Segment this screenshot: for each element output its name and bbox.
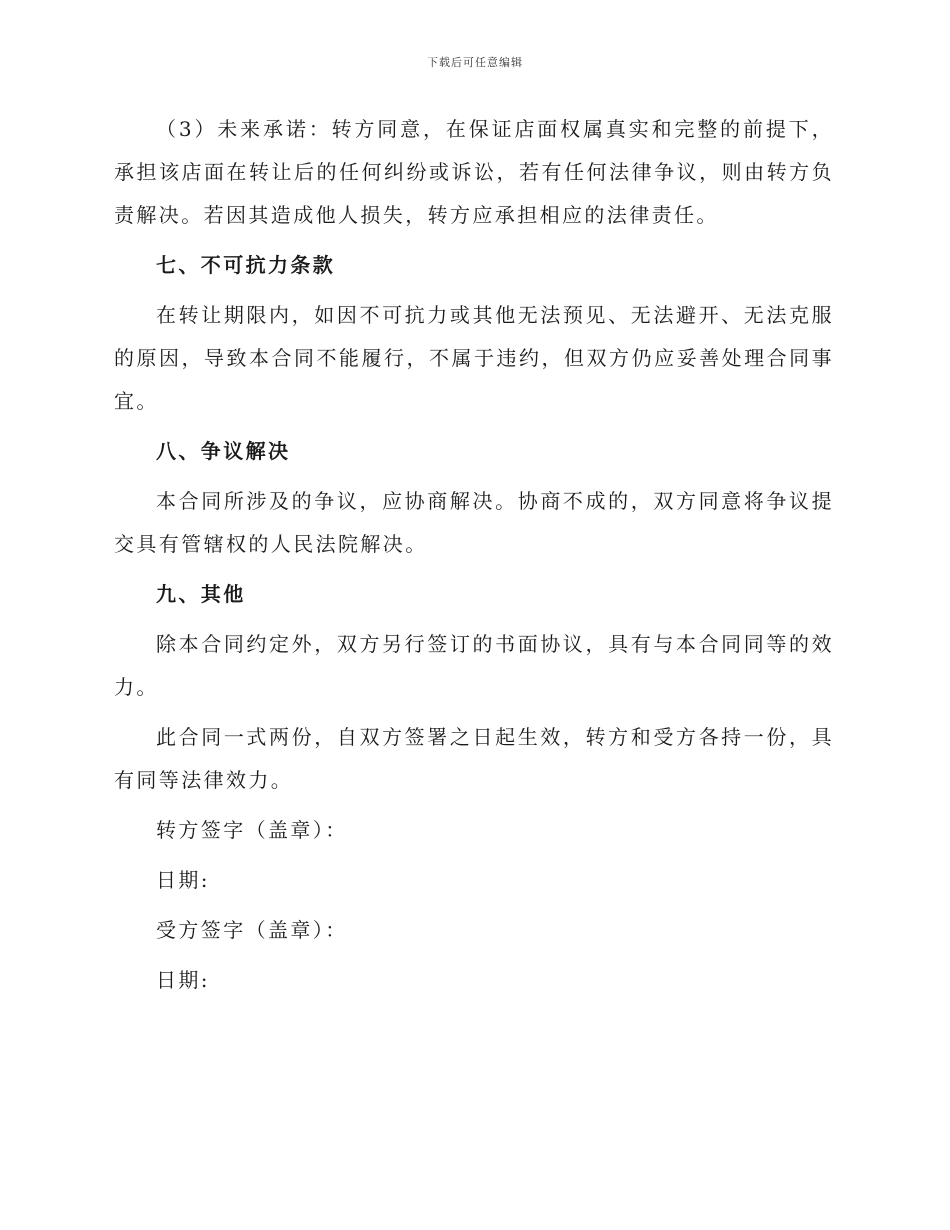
force-majeure-paragraph: 在转让期限内，如因不可抗力或其他无法预见、无法避开、无法克服的原因，导致本合同不能履行，不属于违约，但双方仍应妥善处理合同事宜。	[114, 303, 834, 413]
force-majeure-heading: 七、不可抗力条款	[156, 253, 336, 277]
transferor-signature-label: 转方签字（盖章）：	[156, 818, 348, 842]
transferee-date-label: 日期:	[156, 968, 210, 992]
dispute-heading: 八、争议解决	[156, 439, 291, 463]
commitment-paragraph: （3）未来承诺：转方同意，在保证店面权属真实和完整的前提下，承担该店面在转让后的任何纠纷或诉讼，若有任何法律争议，则由转方负责解决。若因其造成他人损失，转方应承担相应的法律责任。	[114, 117, 834, 227]
other-paragraph-1: 除本合同约定外，双方另行签订的书面协议，具有与本合同同等的效力。	[114, 632, 834, 699]
contract-body	[114, 108, 834, 1002]
transferee-signature-label: 受方签字（盖章）：	[156, 918, 348, 942]
other-heading: 九、其他	[156, 582, 246, 606]
other-paragraph-2: 此合同一式两份，自双方签署之日起生效，转方和受方各持一份，具有同等法律效力。	[114, 725, 834, 792]
page-header: 下载后可任意编辑	[427, 56, 523, 69]
dispute-paragraph: 本合同所涉及的争议，应协商解决。协商不成的，双方同意将争议提交具有管辖权的人民法院解决。	[114, 489, 834, 556]
transferor-date-label: 日期:	[156, 868, 210, 892]
